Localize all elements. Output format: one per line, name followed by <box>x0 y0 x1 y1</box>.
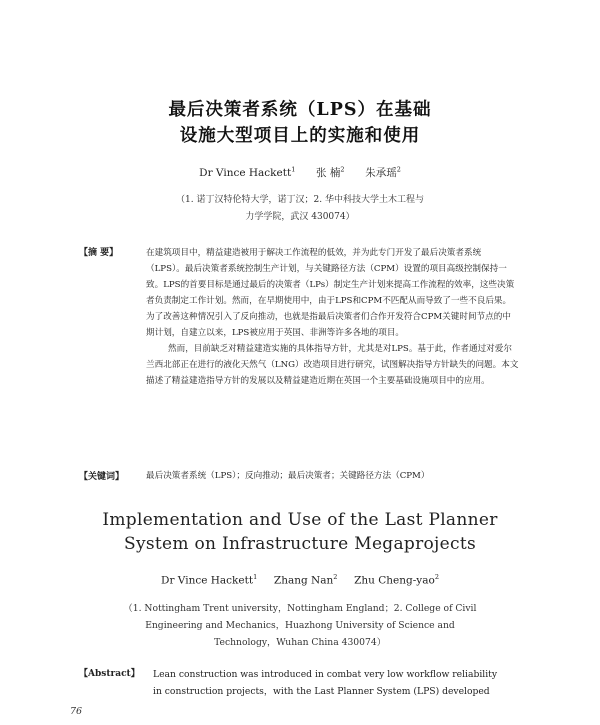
abstract-body <box>153 666 519 700</box>
author-name: Zhu Cheng-yao <box>354 574 435 587</box>
author-name: Zhang Nan <box>273 574 334 587</box>
abstract-line-2: in construction projects，with the Last Planner System (LPS) developed <box>153 686 490 697</box>
english-title-line-1: Implementation and Use of the Last Planner <box>102 510 498 530</box>
author-affiliation-mark: 2 <box>396 165 401 174</box>
chinese-affiliation-line-2: 力学学院，武汉 430074） <box>245 212 355 222</box>
author-affiliation-mark: 1 <box>253 573 258 581</box>
keywords-label: 【关键词】 <box>79 472 125 482</box>
author-name: Dr Vince Hackett <box>161 574 254 587</box>
page-number: 76 <box>70 706 83 717</box>
abstract-paragraph-1: 在建筑项目中，精益建造被用于解决工作流程的低效，并为此专门开发了最后决策者系统（LPS）。最后决策者系统控制生产计划，与关键路径方法（CPM）设置的项目高级控制保持一致。LPS的首要目标是通过最后的决策者（LPs）制定生产计划来提高工作流程的效率，这些决策者负责制定工作计划。然而，在早期使用中，由于LPS和CPM不匹配从而导致了一些不良后果。为了改善这种情况引入了反向推动，也就是指最后决策者们合作开发符合CPM关键时间节点的中期计划，自建立以来，LPS被应用于英国、非洲等许多各地的项目。 <box>146 248 515 338</box>
english-affiliation-line-1: （1. Nottingham Trent university，Nottingham England；2. College of Civil <box>123 603 477 614</box>
chinese-title-line-2: 设施大型项目上的实施和使用 <box>179 126 421 146</box>
author-affiliation-mark: 2 <box>333 573 338 581</box>
chinese-authors <box>0 165 600 180</box>
keywords-text: 最后决策者系统（LPS）；反向推动；最后决策者；关键路径方法（CPM） <box>146 471 430 481</box>
abstract-label: 【摘 要】 <box>79 248 119 258</box>
author-name: 张 楠 <box>316 167 341 179</box>
chinese-affiliation-line-1: （1. 诺丁汉特伦特大学，诺丁汉；2. 华中科技大学土木工程与 <box>176 195 424 205</box>
english-affiliation-line-3: Technology，Wuhan China 430074） <box>214 637 386 648</box>
english-title-line-2: System on Infrastructure Megaprojects <box>124 534 476 554</box>
english-authors <box>0 573 600 587</box>
author-name: 朱承瑶 <box>365 167 397 179</box>
author-name: Dr Vince Hackett <box>199 167 292 179</box>
author-affiliation-mark: 1 <box>291 165 296 174</box>
abstract-line-1: Lean construction was introduced in combat very low workflow reliability <box>153 669 498 680</box>
english-affiliation-line-2: Engineering and Mechanics，Huazhong University of Science and <box>145 620 455 631</box>
chinese-title-line-1: 最后决策者系统（LPS）在基础 <box>168 100 432 120</box>
abstract-paragraph-2: 然而，目前缺乏对精益建造实施的具体指导方针，尤其是对LPS。基于此，作者通过对爱尔兰西北部正在进行的液化天然气（LNG）改造项目进行研究，试图解决指导方针缺失的问题。本文描述了精益建造指导方针的发展以及精益建造近期在英国一个主要基础设施项目中的应用。 <box>146 344 519 386</box>
abstract-body <box>146 245 519 389</box>
chinese-abstract <box>79 245 519 465</box>
author-affiliation-mark: 2 <box>340 165 345 174</box>
author-affiliation-mark: 2 <box>434 573 439 581</box>
abstract-label: 【Abstract】 <box>79 669 140 679</box>
